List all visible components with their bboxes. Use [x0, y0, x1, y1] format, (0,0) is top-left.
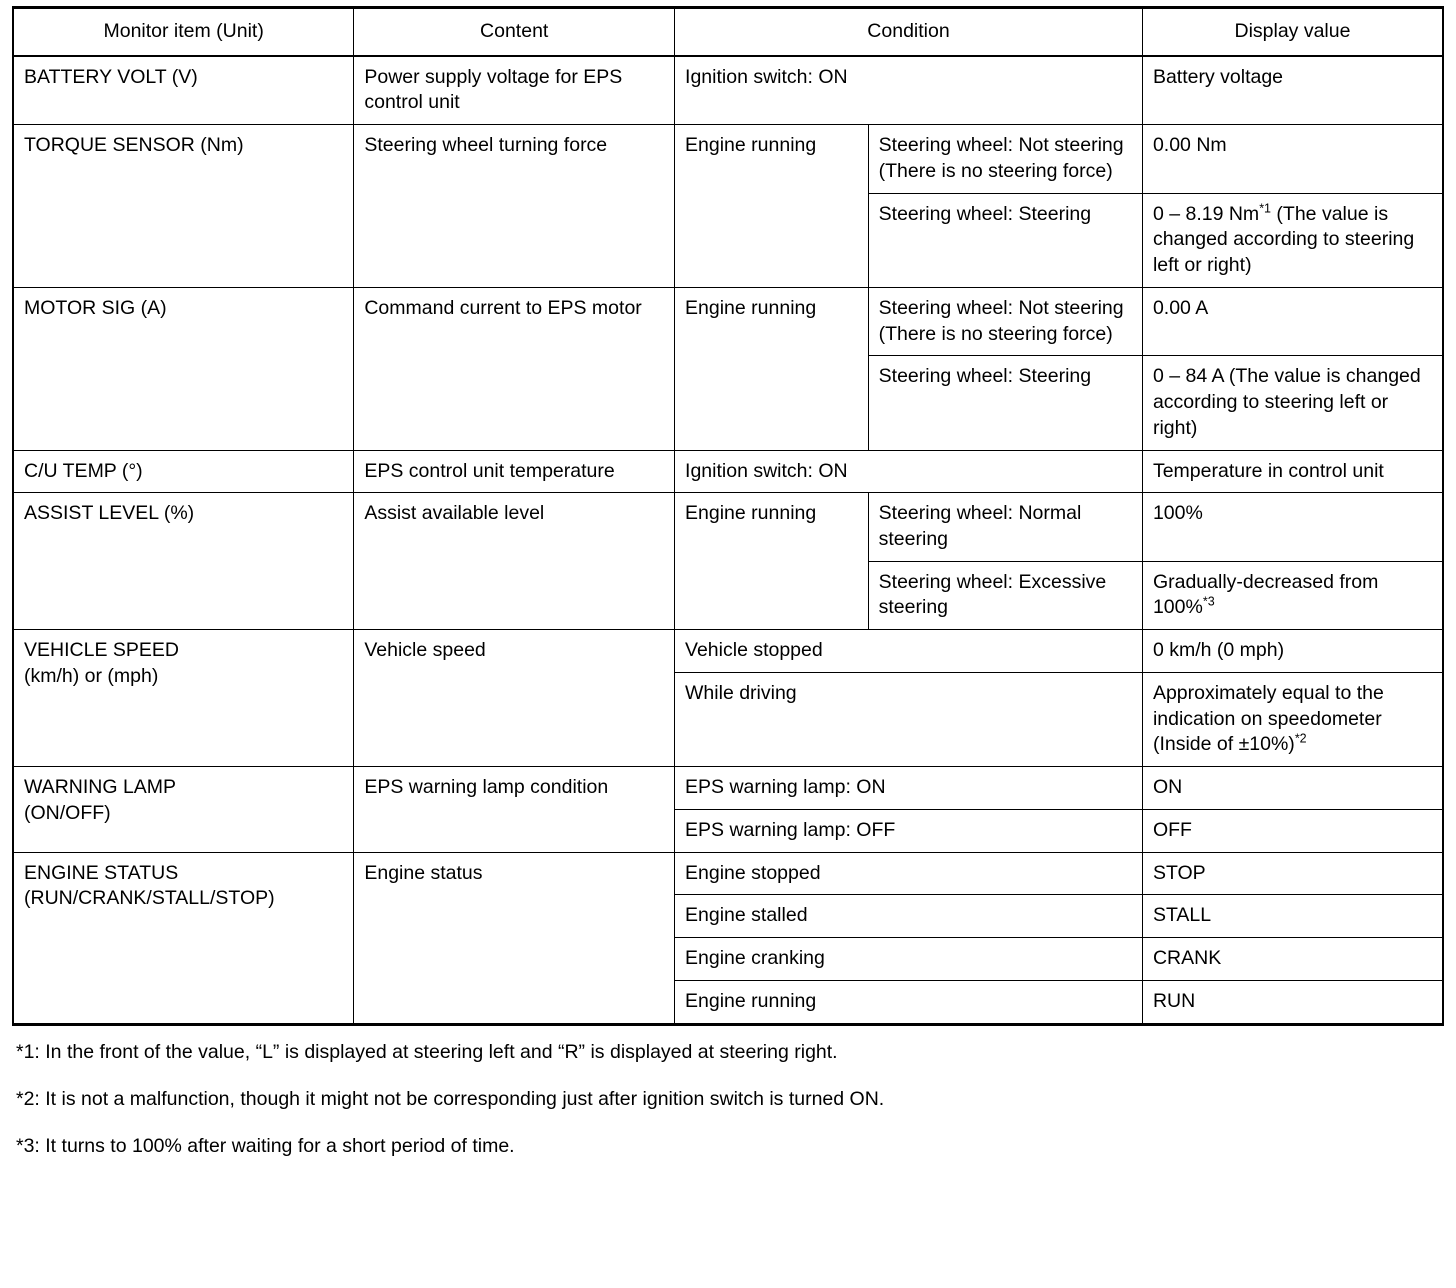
cell-item-torque-sensor: TORQUE SENSOR (Nm): [13, 125, 354, 288]
cell-content-battery-volt: Power supply voltage for EPS control unit: [354, 56, 675, 125]
cell-content-vehicle-speed: Vehicle speed: [354, 630, 675, 767]
cell-display-motor-steering: 0 – 84 A (The value is changed according to steering left or right): [1142, 356, 1443, 450]
cell-subcondition-motor-not-steering: Steering wheel: Not steering (There is no steering force): [868, 287, 1142, 355]
cell-display-engine-running: RUN: [1142, 980, 1443, 1024]
header-display-value: Display value: [1142, 8, 1443, 56]
eps-data-monitor-table: [12, 6, 1444, 1026]
cell-condition-vehicle-stopped: Vehicle stopped: [675, 630, 1143, 673]
warning-lamp-line1: WARNING LAMP: [24, 776, 177, 799]
footnotes: [12, 1040, 1444, 1160]
table-row: [13, 450, 1443, 493]
warning-lamp-line2: (ON/OFF): [24, 801, 111, 824]
cell-condition-battery-volt: Ignition switch: ON: [675, 56, 1143, 125]
cell-display-battery-volt: Battery voltage: [1142, 56, 1443, 125]
footnote-1: *1: In the front of the value, “L” is displayed at steering left and “R” is displayed at steering right.: [16, 1040, 838, 1063]
cell-item-engine-status: [13, 852, 354, 1024]
cell-condition-lamp-on: EPS warning lamp: ON: [675, 767, 1143, 810]
footnote-2: *2: It is not a malfunction, though it might not be corresponding just after ignition switch is turned ON.: [16, 1087, 885, 1110]
table-row: [13, 852, 1443, 895]
cell-condition-lamp-off: EPS warning lamp: OFF: [675, 809, 1143, 852]
footnote-3: *3: It turns to 100% after waiting for a short period of time.: [16, 1135, 515, 1158]
cell-condition-assist-level: Engine running: [675, 493, 869, 630]
cell-content-assist-level: Assist available level: [354, 493, 675, 630]
table-header-row: [13, 8, 1443, 56]
cell-display-torque-steering: [1142, 193, 1443, 287]
header-monitor-item: Monitor item (Unit): [13, 8, 354, 56]
cell-subcondition-motor-steering: Steering wheel: Steering: [868, 356, 1142, 450]
cell-display-lamp-off: OFF: [1142, 809, 1443, 852]
vehicle-speed-line2: (km/h) or (mph): [24, 664, 159, 687]
cell-subcondition-torque-steering: Steering wheel: Steering: [868, 193, 1142, 287]
cell-item-vehicle-speed: [13, 630, 354, 767]
cell-display-assist-excessive: [1142, 561, 1443, 629]
torque-range-value: 0 – 8.19 Nm: [1152, 202, 1260, 225]
table-row: [13, 287, 1443, 355]
cell-display-torque-not-steering: 0.00 Nm: [1142, 125, 1443, 193]
assist-decrease-text: Gradually-decreased from 100%: [1152, 570, 1379, 619]
header-content: Content: [354, 8, 675, 56]
engine-status-line2: (RUN/CRANK/STALL/STOP): [24, 887, 275, 910]
footnote-ref-2: *2: [1294, 731, 1307, 746]
cell-content-torque-sensor: Steering wheel turning force: [354, 125, 675, 288]
cell-content-warning-lamp: EPS warning lamp condition: [354, 767, 675, 852]
cell-display-engine-stopped: STOP: [1142, 852, 1443, 895]
cell-display-engine-cranking: CRANK: [1142, 938, 1443, 981]
speed-approx-text: Approximately equal to the indication on speedometer (Inside of ±10%): [1152, 681, 1384, 756]
cell-subcondition-assist-excessive: Steering wheel: Excessive steering: [868, 561, 1142, 629]
cell-content-engine-status: Engine status: [354, 852, 675, 1024]
cell-condition-engine-stalled: Engine stalled: [675, 895, 1143, 938]
cell-item-cu-temp: C/U TEMP (°): [13, 450, 354, 493]
engine-status-line1: ENGINE STATUS: [24, 861, 179, 884]
cell-item-assist-level: ASSIST LEVEL (%): [13, 493, 354, 630]
cell-condition-engine-cranking: Engine cranking: [675, 938, 1143, 981]
cell-display-assist-normal: 100%: [1142, 493, 1443, 561]
cell-condition-engine-stopped: Engine stopped: [675, 852, 1143, 895]
table-row: [13, 56, 1443, 125]
cell-display-motor-not-steering: 0.00 A: [1142, 287, 1443, 355]
table-row: [13, 767, 1443, 810]
cell-display-lamp-on: ON: [1142, 767, 1443, 810]
table-row: [13, 630, 1443, 673]
cell-condition-torque-sensor: Engine running: [675, 125, 869, 288]
cell-display-cu-temp: Temperature in control unit: [1142, 450, 1443, 493]
vehicle-speed-line1: VEHICLE SPEED: [24, 639, 179, 662]
cell-subcondition-assist-normal: Steering wheel: Normal steering: [868, 493, 1142, 561]
footnote-ref-1: *1: [1259, 201, 1272, 216]
cell-display-vehicle-stopped: 0 km/h (0 mph): [1142, 630, 1443, 673]
cell-condition-cu-temp: Ignition switch: ON: [675, 450, 1143, 493]
torque-range-note: (The value is changed according to steering left or right): [1152, 202, 1415, 277]
footnote-ref-3: *3: [1202, 594, 1215, 609]
table-row: [13, 493, 1443, 561]
cell-content-motor-sig: Command current to EPS motor: [354, 287, 675, 450]
cell-condition-while-driving: While driving: [675, 672, 1143, 766]
cell-display-while-driving: [1142, 672, 1443, 766]
cell-item-motor-sig: MOTOR SIG (A): [13, 287, 354, 450]
cell-condition-engine-running: Engine running: [675, 980, 1143, 1024]
cell-item-warning-lamp: [13, 767, 354, 852]
table-row: [13, 125, 1443, 193]
cell-content-cu-temp: EPS control unit temperature: [354, 450, 675, 493]
header-condition: Condition: [675, 8, 1143, 56]
cell-subcondition-torque-not-steering: Steering wheel: Not steering (There is no steering force): [868, 125, 1142, 193]
cell-display-engine-stalled: STALL: [1142, 895, 1443, 938]
cell-item-battery-volt: BATTERY VOLT (V): [13, 56, 354, 125]
cell-condition-motor-sig: Engine running: [675, 287, 869, 450]
